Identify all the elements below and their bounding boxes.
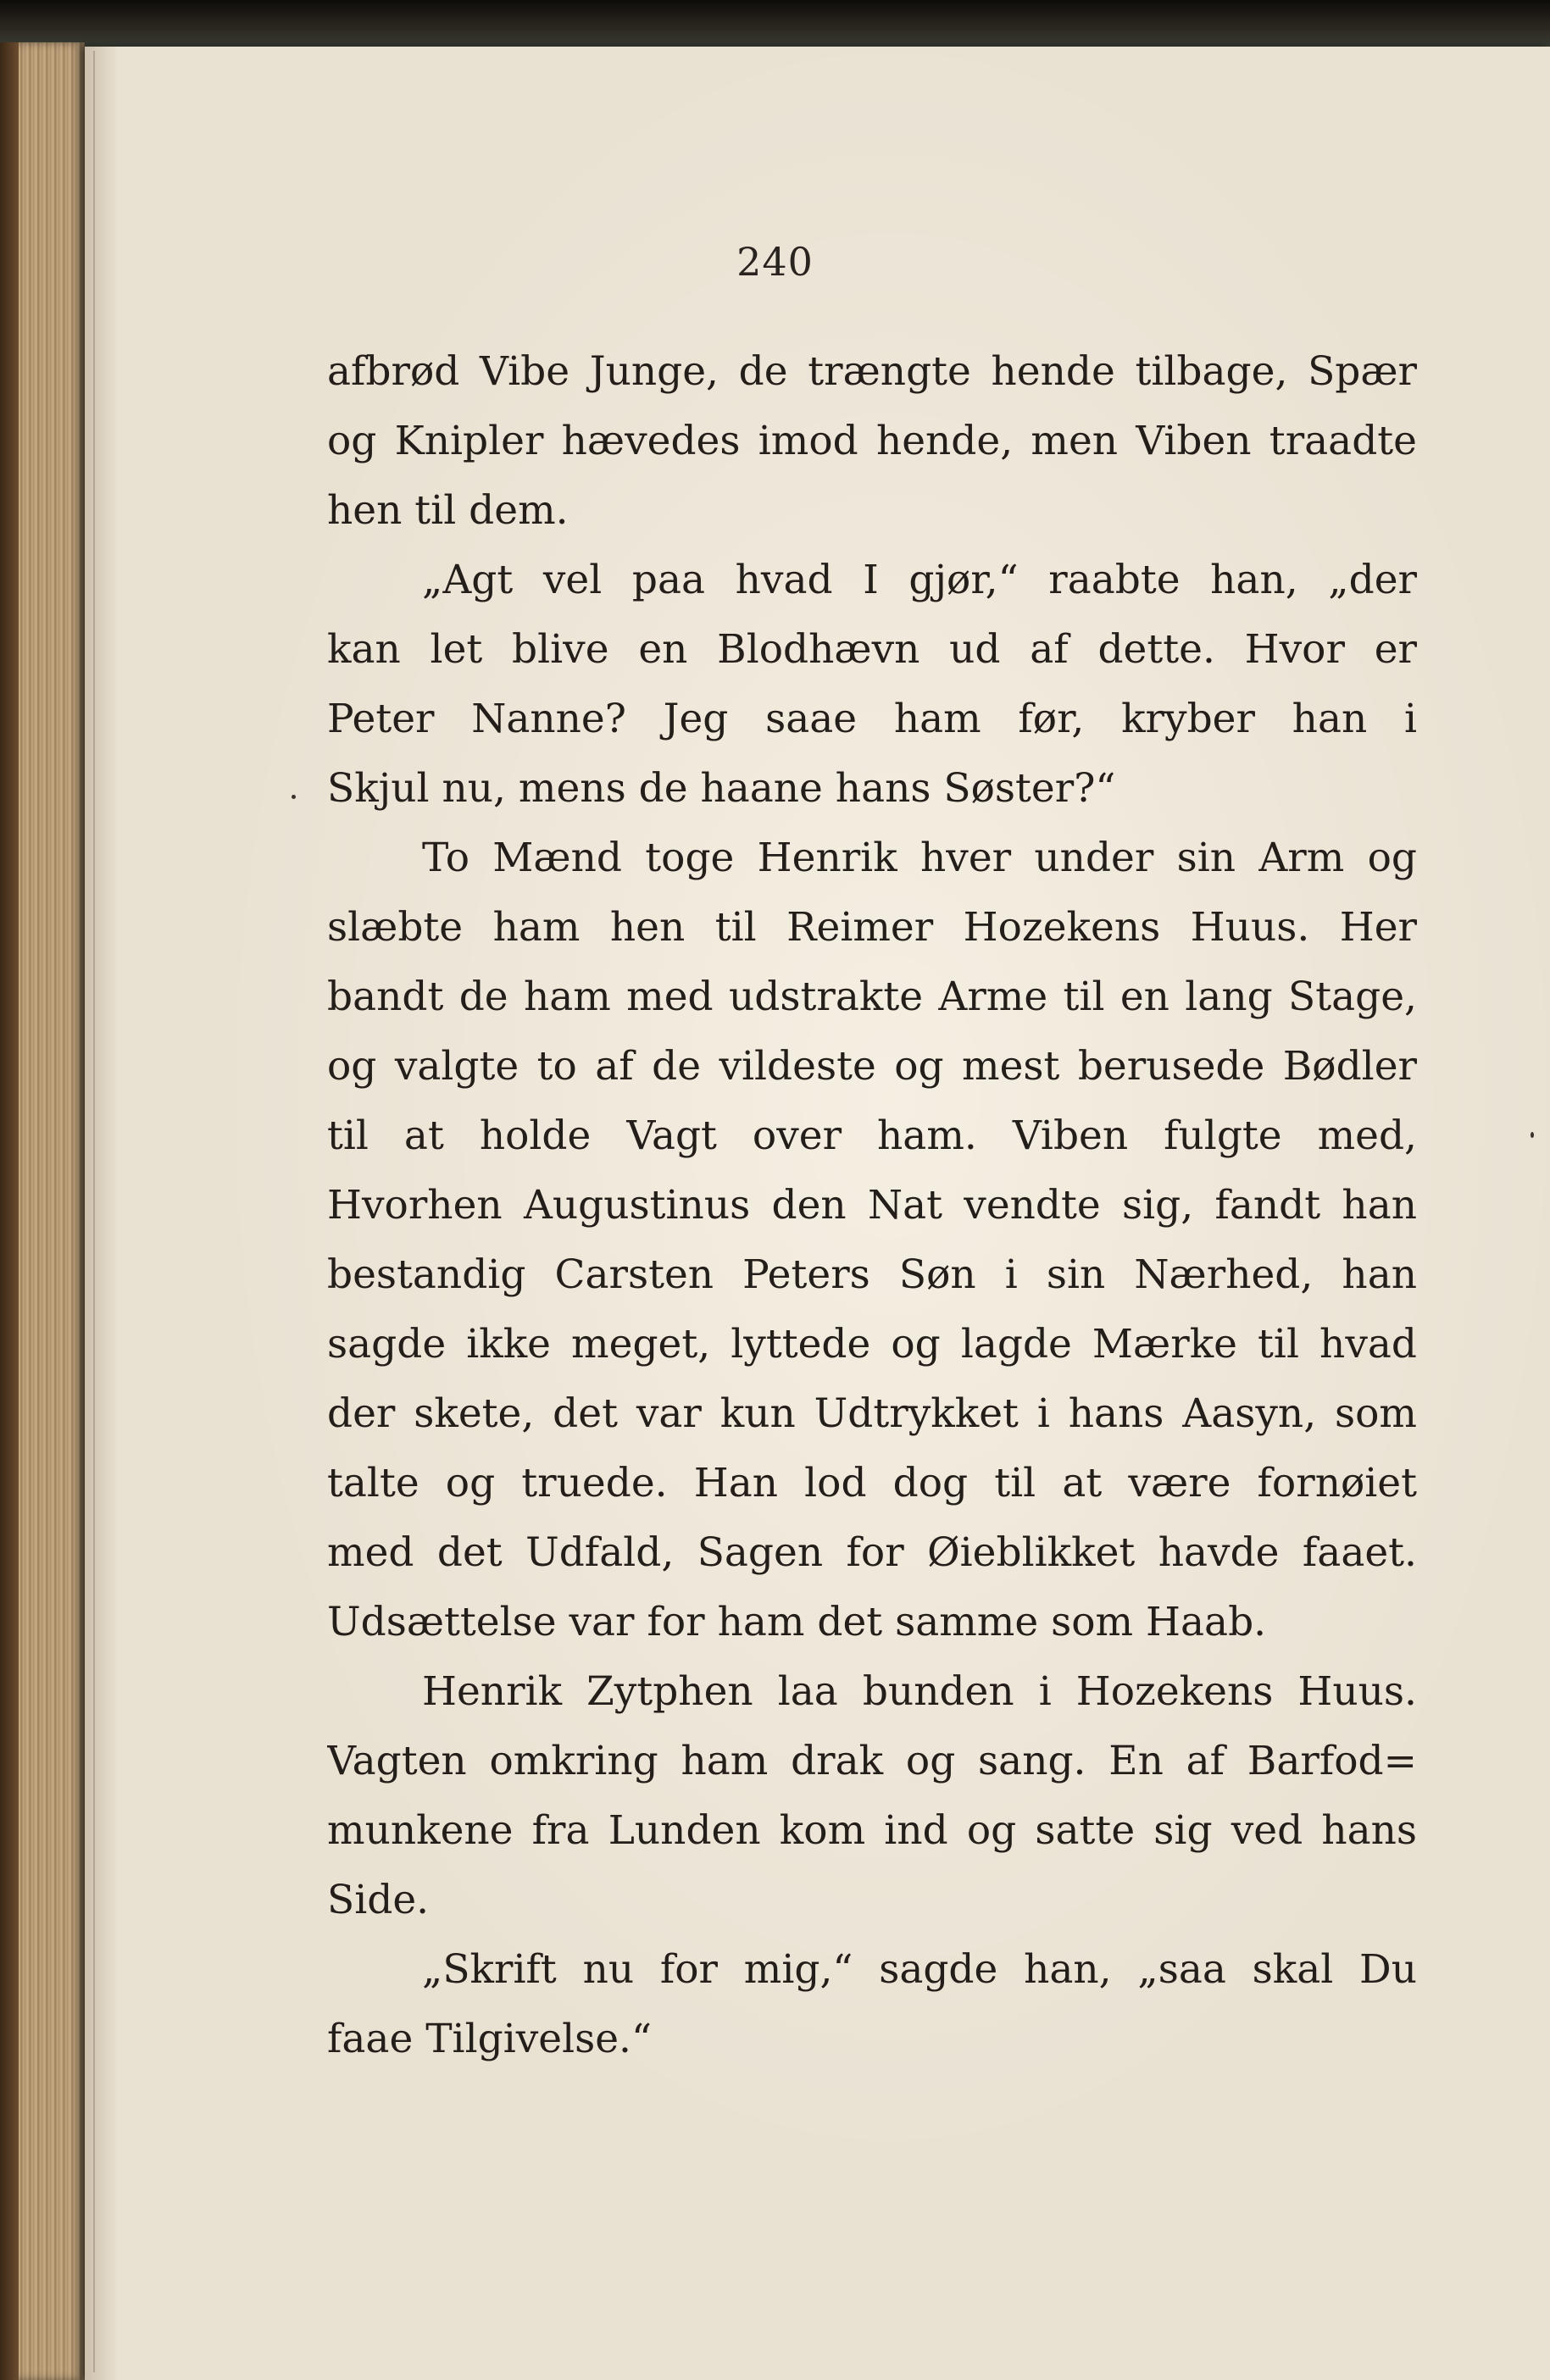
paragraph: [327, 337, 1417, 546]
text-line: „Skrift nu for mig,“ sagde han, „saa skal Du: [422, 1946, 1417, 1993]
text-line: og valgte to af de vildeste og mest berusede Bødler: [327, 1043, 1417, 1090]
text-line: Vagten omkring ham drak og sang. En af Barfod=: [327, 1738, 1417, 1784]
text-line: bandt de ham med udstrakte Arme til en lang Stage,: [327, 974, 1417, 1020]
text-line: bestandig Carsten Peters Søn i sin Nærhed, han: [327, 1251, 1417, 1298]
text-line: afbrød Vibe Junge, de trængte hende tilbage, Spær: [327, 348, 1417, 395]
text-line: munkene fra Lunden kom ind og satte sig ved hans: [327, 1807, 1417, 1854]
text-line: To Mænd toge Henrik hver under sin Arm og: [422, 835, 1417, 881]
paragraph: [327, 1657, 1417, 1935]
text-line: Udsættelse var for ham det samme som Haab.: [327, 1599, 1267, 1645]
text-line: Henrik Zytphen laa bunden i Hozekens Huus.: [422, 1668, 1417, 1715]
body-text: [327, 337, 1417, 2074]
text-line: kan let blive en Blodhævn ud af dette. Hvor er: [327, 626, 1417, 673]
text-line: slæbte ham hen til Reimer Hozekens Huus. Her: [327, 904, 1417, 951]
text-line: „Agt vel paa hvad I gjør,“ raabte han, „der: [422, 557, 1417, 603]
paragraph: [327, 1935, 1417, 2074]
page-gutter-line: [93, 51, 95, 2372]
paper-speck: [292, 795, 296, 799]
text-line: Hvorhen Augustinus den Nat vendte sig, fandt han: [327, 1182, 1417, 1229]
text-line: og Knipler hævedes imod hende, men Viben traadte: [327, 418, 1417, 464]
text-line: der skete, det var kun Udtrykket i hans Aasyn, som: [327, 1390, 1417, 1437]
page-number: 240: [736, 239, 814, 285]
text-line: til at holde Vagt over ham. Viben fulgte med,: [327, 1112, 1417, 1159]
text-line: med det Udfald, Sagen for Øieblikket havde faaet.: [327, 1529, 1417, 1576]
text-line: Peter Nanne? Jeg saae ham før, kryber han i: [327, 696, 1417, 742]
text-line: talte og truede. Han lod dog til at være fornøiet: [327, 1460, 1417, 1506]
paper-speck: [1531, 1132, 1534, 1138]
book-spine-shadow: [0, 42, 19, 2380]
text-line: sagde ikke meget, lyttede og lagde Mærke til hvad: [327, 1321, 1417, 1368]
text-line: hen til dem.: [327, 487, 569, 534]
text-line: Skjul nu, mens de haane hans Søster?“: [327, 765, 1116, 812]
text-line: faae Tilgivelse.“: [327, 2016, 653, 2062]
paragraph: [327, 546, 1417, 824]
text-line: Side.: [327, 1877, 430, 1923]
paragraph: [327, 824, 1417, 1657]
book-top-edge: [0, 0, 1550, 51]
